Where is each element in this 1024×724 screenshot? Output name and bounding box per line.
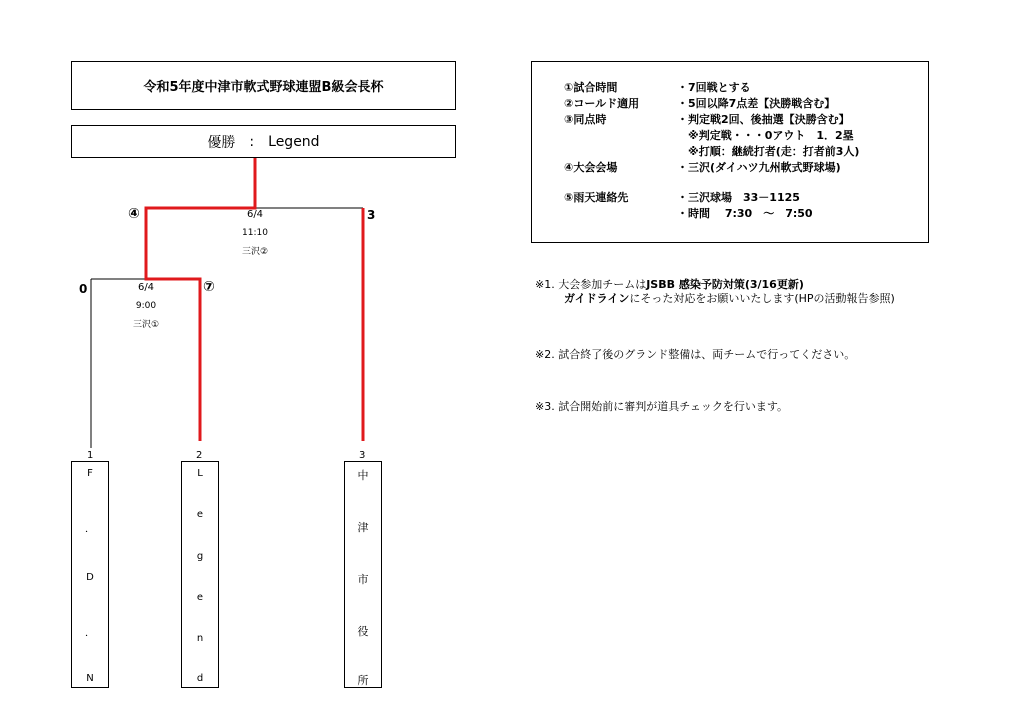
rule-value: ・判定戦2回、後抽選【決勝含む】 (677, 113, 850, 126)
note-1-line2-bold: ガイドライン (564, 292, 630, 305)
note-1-bold: JSBB 感染予防対策(3/16更新) (646, 278, 804, 291)
final-match-info (225, 205, 285, 262)
team-char: 市 (357, 573, 369, 586)
rule-label: ④大会会場 (564, 161, 618, 174)
team-char: F (87, 468, 93, 479)
semi-venue: 三沢① (132, 320, 160, 330)
semi-match-info (116, 278, 176, 335)
rule-value: ※打順：継続打者(走：打者前3人) (677, 145, 860, 158)
team-char: e (196, 592, 204, 603)
note-1-prefix: ※1. 大会参加チームは (535, 278, 647, 291)
semi-left-score: 0 (79, 282, 88, 296)
rule-value: ・時間 7:30 ～ 7:50 (677, 207, 813, 220)
final-right-score: 3 (367, 208, 376, 222)
winner-team: Legend (268, 133, 320, 150)
team-char: N (86, 673, 94, 684)
final-time: 11:10 (242, 228, 268, 238)
note-2: ※2. 試合終了後のグランド整備は、両チームで行ってください。 (535, 348, 856, 361)
team-char: ． (85, 524, 95, 535)
team-char: e (196, 509, 204, 520)
rule-value: ※判定戦・・・0アウト 1．2塁 (677, 129, 854, 142)
rule-value: ・三沢球場 33－1125 (677, 191, 800, 204)
tournament-title: 令和5年度中津市軟式野球連盟B級会長杯 (71, 61, 456, 110)
team-seed-1: 1 (87, 450, 94, 461)
rule-value: ・三沢(ダイハツ九州軟式野球場) (677, 161, 841, 174)
semi-time: 9:00 (135, 301, 157, 311)
semi-date: 6/4 (137, 282, 155, 293)
team-char: L (197, 468, 203, 479)
team-char: 中 (357, 469, 369, 482)
team-char: ． (85, 628, 95, 639)
note-1-line2-rest: にそった対応をお願いいたします(HPの活動報告参照) (629, 292, 895, 305)
note-3: ※3. 試合開始前に審判が道具チェックを行います。 (535, 400, 788, 413)
team-char: D (86, 572, 94, 583)
team-char: n (196, 633, 204, 644)
team-box-nakatsu-city-office (344, 461, 382, 688)
rule-label: ③同点時 (564, 113, 607, 126)
note-1-line2 (564, 290, 895, 306)
team-char: 津 (357, 521, 369, 534)
rule-value: ・5回以降7点差【決勝戦含む】 (677, 97, 836, 110)
final-date: 6/4 (246, 209, 264, 220)
winner-label: 優勝 (207, 134, 236, 151)
team-box-legend (181, 461, 219, 688)
rule-value: ・7回戦とする (677, 81, 751, 94)
team-char: 所 (357, 674, 369, 687)
team-char: 役 (357, 625, 369, 638)
team-seed-3: 3 (359, 450, 366, 461)
team-seed-2: 2 (196, 450, 203, 461)
rule-label: ①試合時間 (564, 81, 618, 94)
rule-label: ②コールド適用 (564, 97, 640, 110)
semi-match-number: ⑦ (203, 279, 215, 295)
final-venue: 三沢② (241, 247, 269, 257)
rule-label: ⑤雨天連絡先 (564, 191, 629, 204)
team-char: d (196, 673, 204, 684)
team-char: g (196, 551, 204, 562)
winner-separator: : (249, 133, 255, 150)
team-box-fdn (71, 461, 109, 688)
final-match-number: ④ (128, 206, 140, 222)
